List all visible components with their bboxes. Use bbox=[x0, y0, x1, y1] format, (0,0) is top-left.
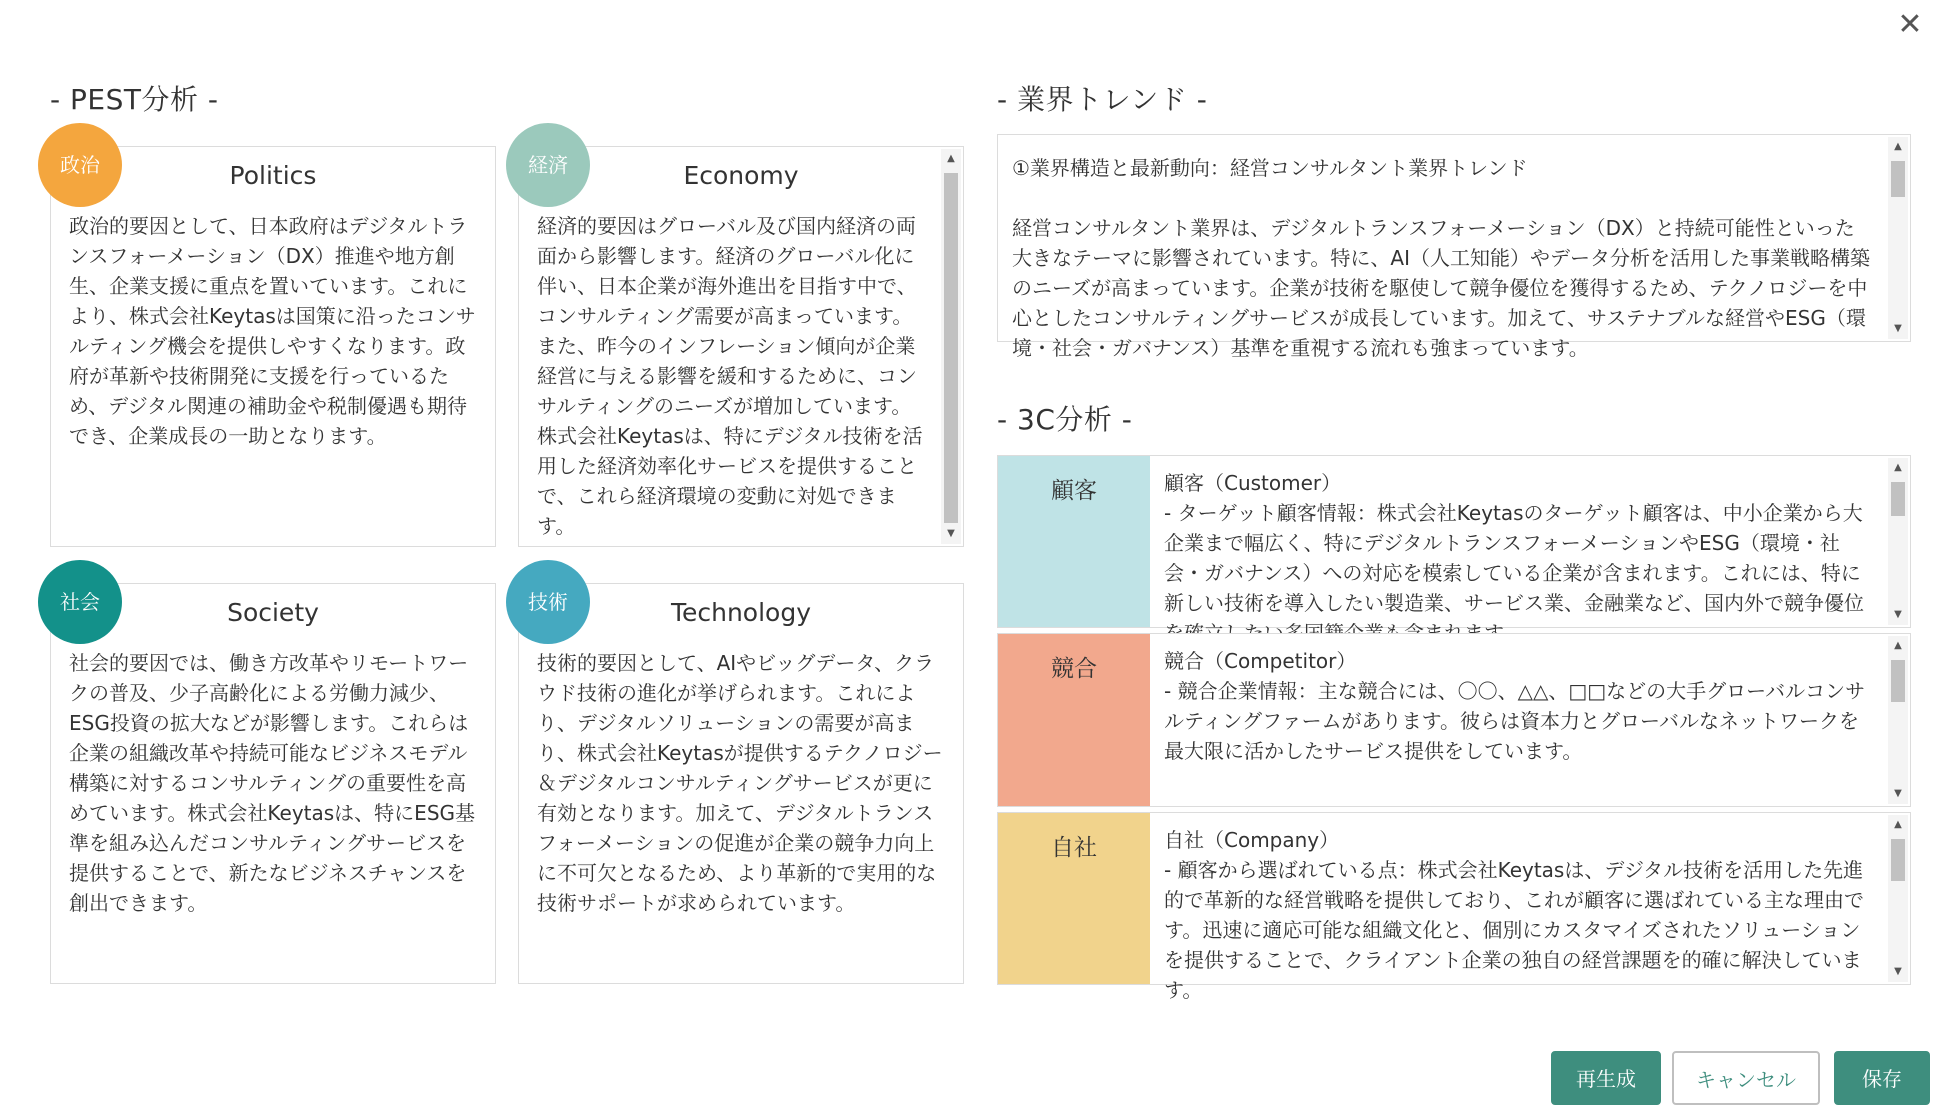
pest-badge-society: 社会 bbox=[38, 560, 122, 644]
scroll-down-icon[interactable]: ▼ bbox=[1894, 788, 1902, 799]
pest-card-society bbox=[50, 583, 496, 984]
customer-scrollbar[interactable] bbox=[1888, 458, 1908, 625]
c3-row-title: 自社（Company） bbox=[1164, 828, 1340, 852]
close-icon: ✕ bbox=[1897, 7, 1923, 42]
c3-row-competitor bbox=[997, 633, 1911, 807]
economy-scrollbar[interactable] bbox=[941, 149, 961, 544]
pest-badge-economy: 経済 bbox=[506, 123, 590, 207]
c3-row-title: 顧客（Customer） bbox=[1164, 471, 1342, 495]
scroll-down-icon[interactable]: ▼ bbox=[1894, 609, 1902, 620]
scroll-up-icon[interactable]: ▲ bbox=[1894, 640, 1902, 651]
scroll-up-icon[interactable]: ▲ bbox=[947, 153, 955, 164]
pest-card-heading: Technology bbox=[670, 598, 812, 627]
scroll-thumb[interactable] bbox=[1891, 482, 1905, 516]
scroll-down-icon[interactable]: ▼ bbox=[1894, 323, 1902, 334]
pest-card-economy bbox=[518, 146, 964, 547]
regenerate-button[interactable]: 再生成 bbox=[1551, 1051, 1661, 1105]
scroll-thumb[interactable] bbox=[1891, 161, 1905, 197]
pest-card-heading: Society bbox=[227, 598, 319, 627]
c3-row-company bbox=[997, 812, 1911, 1002]
scroll-thumb[interactable] bbox=[1891, 839, 1905, 881]
c3-textarea-customer[interactable] bbox=[1164, 468, 1876, 627]
trend-body: 経営コンサルタント業界は、デジタルトランスフォーメーション（DX）と持続可能性といった大きなテーマに影響されています。特に、AI（人工知能）やデータ分析を活用した事業戦略構築のニーズが高まっています。企業が技術を駆使して競争優位を獲得するため、テクノロジーを中心としたコンサルティングサービスが成長しています。加えて、サステナブルな経営やESG（環境・社会・ガバナンス）基準を重視する流れも強まっています。 bbox=[1012, 216, 1870, 360]
c3-textarea-company[interactable] bbox=[1164, 825, 1876, 1002]
save-button[interactable]: 保存 bbox=[1834, 1051, 1930, 1105]
scroll-up-icon[interactable]: ▲ bbox=[1894, 819, 1902, 830]
c3-label-customer: 顧客 bbox=[998, 456, 1150, 627]
c3-label-company: 自社 bbox=[998, 813, 1150, 984]
c3-row-body: - 顧客から選ばれている点：株式会社Keytasは、デジタル技術を活用した先進的で革新的な経営戦略を提供しており、これが顧客に選ばれている主な理由です。迅速に適応可能な組織文化と、個別にカスタマイズされたソリューションを提供することで、クライアント企業の独自の経営課題を的確に解決しています。 bbox=[1164, 858, 1864, 1002]
pest-card-heading: Politics bbox=[229, 161, 317, 190]
c3-row-body: - ターゲット顧客情報：株式会社Keytasのターゲット顧客は、中小企業から大企業まで幅広く、特にデジタルトランスフォーメーションやESG（環境・社会・ガバナンス）への対応を模索している企業が含まれます。これには、特に新しい技術を導入したい製造業、サービス業、金融業など、国内外で競争優位 bbox=[1164, 501, 1864, 615]
scroll-down-icon[interactable]: ▼ bbox=[947, 528, 955, 539]
c3-textarea-competitor[interactable] bbox=[1164, 646, 1876, 806]
pest-card-body: 技術的要因として、AIやビッグデータ、クラウド技術の進化が挙げられます。これにより、デジタルソリューションの需要が高まり、株式会社Keytasが提供するテクノロジー＆デジタルコンサルティングサービスが更に有効となります。加えて、デジタルトランスフォーメーションの促進が企業の競争力向上に不可欠となるため、より革新的で実用的な技術サポートが求められています。 bbox=[537, 651, 943, 915]
scroll-up-icon[interactable]: ▲ bbox=[1894, 141, 1902, 152]
c3-label-competitor: 競合 bbox=[998, 634, 1150, 806]
competitor-scrollbar[interactable] bbox=[1888, 636, 1908, 804]
trend-textarea[interactable] bbox=[997, 134, 1911, 360]
pest-badge-technology: 技術 bbox=[506, 560, 590, 644]
scroll-thumb[interactable] bbox=[944, 173, 958, 523]
c3-section-title: - 3C分析 - bbox=[997, 403, 1133, 436]
pest-card-body: 経済的要因はグローバル及び国内経済の両面から影響します。経済のグローバル化に伴い、日本企業が海外進出を目指す中で、コンサルティング需要が高まっています。また、昨今のインフレーション傾向が企業経営に与える影響を緩和するために、コンサルティングのニーズが増加しています。株式会社Keytasは、特にデジタル技術を活用した経済効率化サービスを提供することで、これら経済環境の変動に対処できます。 bbox=[537, 214, 923, 538]
c3-row-title: 競合（Competitor） bbox=[1164, 649, 1357, 673]
trend-scrollbar[interactable] bbox=[1888, 137, 1908, 339]
pest-card-heading: Economy bbox=[683, 161, 799, 190]
trend-heading: ①業界構造と最新動向：経営コンサルタント業界トレンド bbox=[1012, 156, 1528, 180]
scroll-down-icon[interactable]: ▼ bbox=[1894, 966, 1902, 977]
pest-section-title: - PEST分析 - bbox=[50, 83, 219, 116]
close-button[interactable] bbox=[1895, 7, 1925, 42]
trend-section-title: - 業界トレンド - bbox=[997, 83, 1208, 116]
scroll-thumb[interactable] bbox=[1891, 660, 1905, 702]
cancel-button[interactable]: キャンセル bbox=[1672, 1051, 1820, 1105]
pest-card-body: 政治的要因として、日本政府はデジタルトランスフォーメーション（DX）推進や地方創生、企業支援に重点を置いています。これにより、株式会社Keytasは国策に沿ったコンサルティング機会を提供しやすくなります。政府が革新や技術開発に支援を行っているため、デジタル関連の補助金や税制優遇も期待でき、企業成長の一助となります。 bbox=[69, 214, 476, 448]
c3-row-customer bbox=[997, 455, 1911, 628]
pest-card-body: 社会的要因では、働き方改革やリモートワークの普及、少子高齢化による労働力減少、ESG投資の拡大などが影響します。これらは企業の組織改革や持続可能なビジネスモデル構築に対するコンサルティングの重要性を高めています。株式会社Keytasは、特にESG基準を組み込んだコンサルティングサービスを提供することで、新たなビジネスチャンスを創出できます。 bbox=[69, 651, 476, 915]
pest-card-politics bbox=[50, 146, 496, 547]
c3-row-body: - 競合企業情報：主な競合には、〇〇、△△、□□などの大手グローバルコンサルティングファームがあります。彼らは資本力とグローバルなネットワークを最大限に活かしたサービス提供をしています。 bbox=[1164, 679, 1866, 763]
pest-badge-politics: 政治 bbox=[38, 123, 122, 207]
company-scrollbar[interactable] bbox=[1888, 815, 1908, 982]
scroll-up-icon[interactable]: ▲ bbox=[1894, 462, 1902, 473]
pest-card-technology bbox=[518, 583, 964, 984]
